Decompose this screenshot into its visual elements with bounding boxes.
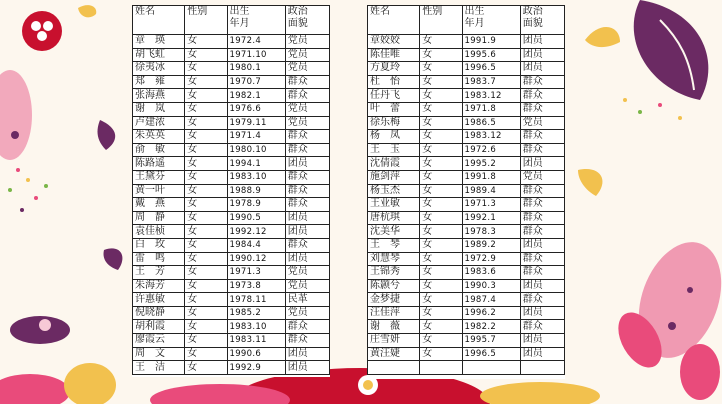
table-row — [133, 102, 330, 116]
cell-name: 王 琴 — [368, 238, 420, 252]
cell-birth: 1989.4 — [462, 184, 520, 198]
table-row — [133, 143, 330, 157]
cell-gender: 女 — [420, 157, 462, 171]
cell-birth: 1983.12 — [462, 89, 520, 103]
cell-birth: 1980.1 — [227, 62, 285, 76]
cell-political: 群众 — [520, 184, 564, 198]
cell-gender: 女 — [185, 225, 227, 239]
cell-name: 谢 岚 — [133, 102, 185, 116]
cell-name: 刘慧琴 — [368, 252, 420, 266]
cell-gender: 女 — [185, 211, 227, 225]
header-name: 姓名 — [368, 6, 420, 35]
table-row — [368, 347, 565, 361]
cell-birth: 1983.11 — [227, 334, 285, 348]
cell-gender: 女 — [185, 198, 227, 212]
cell-birth: 1978.3 — [462, 225, 520, 239]
table-row — [133, 252, 330, 266]
cell-name: 郑 雍 — [133, 75, 185, 89]
cell-gender: 女 — [420, 170, 462, 184]
cell-birth: 1980.10 — [227, 143, 285, 157]
cell-political: 党员 — [520, 170, 564, 184]
table-row — [368, 48, 565, 62]
cell-political: 群众 — [520, 211, 564, 225]
table-row — [368, 361, 565, 375]
cell-gender: 女 — [185, 143, 227, 157]
cell-political: 群众 — [520, 293, 564, 307]
cell-political: 团员 — [520, 279, 564, 293]
cell-name: 王 玉 — [368, 143, 420, 157]
table-row — [368, 143, 565, 157]
cell-gender — [420, 361, 462, 375]
table-row — [368, 225, 565, 239]
cell-name: 唐杭琪 — [368, 211, 420, 225]
cell-birth: 1983.6 — [462, 266, 520, 280]
cell-birth: 1990.12 — [227, 252, 285, 266]
cell-name: 王 芳 — [133, 266, 185, 280]
cell-name: 袁佳桢 — [133, 225, 185, 239]
cell-political: 党员 — [285, 279, 329, 293]
cell-gender: 女 — [420, 238, 462, 252]
cell-name: 雷 鸣 — [133, 252, 185, 266]
cell-name: 章 瑛 — [133, 35, 185, 49]
table-row — [133, 130, 330, 144]
table-row — [368, 62, 565, 76]
cell-birth: 1971.3 — [462, 198, 520, 212]
table-row — [133, 266, 330, 280]
cell-birth: 1978.11 — [227, 293, 285, 307]
cell-name: 白 玫 — [133, 238, 185, 252]
cell-gender: 女 — [420, 347, 462, 361]
cell-political: 团员 — [285, 211, 329, 225]
cell-name: 徐夷冰 — [133, 62, 185, 76]
table-row — [368, 75, 565, 89]
cell-gender: 女 — [420, 102, 462, 116]
table-row — [133, 198, 330, 212]
cell-political: 群众 — [285, 170, 329, 184]
cell-political: 党员 — [285, 266, 329, 280]
table-row — [368, 184, 565, 198]
cell-gender: 女 — [185, 279, 227, 293]
cell-gender: 女 — [185, 102, 227, 116]
cell-birth: 1990.3 — [462, 279, 520, 293]
cell-name: 陈颢兮 — [368, 279, 420, 293]
cell-name: 王业敏 — [368, 198, 420, 212]
cell-birth: 1995.6 — [462, 48, 520, 62]
cell-name: 王黛芬 — [133, 170, 185, 184]
cell-political: 团员 — [285, 361, 329, 375]
table-row — [368, 266, 565, 280]
cell-political: 团员 — [520, 62, 564, 76]
cell-political: 群众 — [285, 143, 329, 157]
cell-name: 陈路遥 — [133, 157, 185, 171]
dots-right — [623, 98, 682, 120]
cell-name: 谢 薇 — [368, 320, 420, 334]
cell-political: 团员 — [520, 35, 564, 49]
cell-birth: 1992.9 — [227, 361, 285, 375]
cell-political: 党员 — [285, 35, 329, 49]
cell-birth: 1982.1 — [227, 89, 285, 103]
member-table-left — [132, 5, 330, 377]
table-row — [368, 157, 565, 171]
cell-name: 黄汪婕 — [368, 347, 420, 361]
table-row — [133, 157, 330, 171]
cell-political: 团员 — [520, 306, 564, 320]
cell-political: 党员 — [285, 102, 329, 116]
leaf-icon — [78, 5, 96, 17]
cell-political: 党员 — [285, 48, 329, 62]
cell-gender: 女 — [420, 252, 462, 266]
cell-name: 胡飞虹 — [133, 48, 185, 62]
cell-name: 沈美华 — [368, 225, 420, 239]
cell-birth: 1985.2 — [227, 306, 285, 320]
table-row — [368, 116, 565, 130]
cell-name: 施剑萍 — [368, 170, 420, 184]
cell-gender: 女 — [420, 143, 462, 157]
header-name: 姓名 — [133, 6, 185, 35]
cell-birth: 1990.5 — [227, 211, 285, 225]
table-row — [368, 293, 565, 307]
cell-gender: 女 — [420, 279, 462, 293]
logo-icon — [22, 11, 62, 51]
cell-gender: 女 — [185, 306, 227, 320]
cell-name: 胡利霞 — [133, 320, 185, 334]
cell-gender: 女 — [420, 130, 462, 144]
table-row — [133, 225, 330, 239]
cell-political: 团员 — [285, 157, 329, 171]
cell-gender: 女 — [420, 306, 462, 320]
cell-political: 群众 — [285, 184, 329, 198]
cell-birth: 1973.8 — [227, 279, 285, 293]
cell-political: 党员 — [520, 116, 564, 130]
cell-birth: 1988.9 — [227, 184, 285, 198]
cell-gender: 女 — [185, 293, 227, 307]
cell-gender: 女 — [185, 238, 227, 252]
cell-political: 团员 — [285, 252, 329, 266]
table-row — [368, 238, 565, 252]
cell-name: 金梦捷 — [368, 293, 420, 307]
table-row — [133, 320, 330, 334]
cell-birth: 1991.8 — [462, 170, 520, 184]
cell-political: 群众 — [285, 198, 329, 212]
cell-political: 团员 — [520, 347, 564, 361]
cell-gender: 女 — [185, 266, 227, 280]
header-political: 政治 面貌 — [520, 6, 564, 35]
cell-gender: 女 — [420, 89, 462, 103]
cell-name: 廖霞云 — [133, 334, 185, 348]
table-row — [368, 252, 565, 266]
leaf-right-icon — [634, 0, 709, 100]
header-birth: 出生 年月 — [462, 6, 520, 35]
cell-birth: 1995.7 — [462, 334, 520, 348]
cell-name: 汪佳萍 — [368, 306, 420, 320]
table-row — [133, 334, 330, 348]
cell-political: 群众 — [520, 143, 564, 157]
cell-gender: 女 — [185, 157, 227, 171]
cell-gender: 女 — [420, 293, 462, 307]
cell-political: 党员 — [285, 116, 329, 130]
cell-political: 团员 — [520, 48, 564, 62]
cell-political: 群众 — [520, 89, 564, 103]
table-row — [133, 238, 330, 252]
cell-gender: 女 — [420, 48, 462, 62]
cell-birth: 1971.4 — [227, 130, 285, 144]
table-row — [133, 48, 330, 62]
cell-political: 群众 — [520, 75, 564, 89]
cell-birth: 1984.4 — [227, 238, 285, 252]
cell-birth: 1986.5 — [462, 116, 520, 130]
cell-name: 朱英英 — [133, 130, 185, 144]
cell-political: 团员 — [285, 347, 329, 361]
dots-left — [8, 168, 48, 212]
cell-birth: 1983.12 — [462, 130, 520, 144]
table-row — [368, 130, 565, 144]
cell-gender: 女 — [185, 184, 227, 198]
cell-political: 群众 — [285, 89, 329, 103]
cell-name: 朱海芳 — [133, 279, 185, 293]
cell-name: 任丹飞 — [368, 89, 420, 103]
cell-birth: 1990.6 — [227, 347, 285, 361]
cell-gender: 女 — [185, 361, 227, 375]
cell-political: 群众 — [520, 252, 564, 266]
cell-political: 党员 — [285, 306, 329, 320]
table-row — [368, 306, 565, 320]
cell-political: 群众 — [520, 102, 564, 116]
cell-name: 许惠敏 — [133, 293, 185, 307]
cell-name: 黄一叶 — [133, 184, 185, 198]
cell-name: 杨玉杰 — [368, 184, 420, 198]
cell-birth: 1983.10 — [227, 170, 285, 184]
cell-gender: 女 — [185, 89, 227, 103]
cell-gender: 女 — [420, 75, 462, 89]
table-row — [133, 279, 330, 293]
cell-political: 团员 — [520, 334, 564, 348]
table-row — [133, 347, 330, 361]
cell-political: 群众 — [520, 320, 564, 334]
cell-name: 张海燕 — [133, 89, 185, 103]
cell-birth: 1992.1 — [462, 211, 520, 225]
cell-name: 王锦秀 — [368, 266, 420, 280]
header-birth: 出生 年月 — [227, 6, 285, 35]
table-row — [368, 211, 565, 225]
cell-name — [368, 361, 420, 375]
cell-birth: 1972.9 — [462, 252, 520, 266]
cell-birth: 1992.12 — [227, 225, 285, 239]
cell-gender: 女 — [185, 75, 227, 89]
cell-gender: 女 — [185, 116, 227, 130]
cell-gender: 女 — [420, 266, 462, 280]
cell-birth: 1983.7 — [462, 75, 520, 89]
cell-political: 群众 — [520, 225, 564, 239]
cell-political: 群众 — [285, 334, 329, 348]
cell-birth: 1971.3 — [227, 266, 285, 280]
table-row — [368, 279, 565, 293]
cell-birth: 1989.2 — [462, 238, 520, 252]
table-row — [133, 35, 330, 49]
table-row — [368, 35, 565, 49]
table-header-row — [133, 6, 330, 35]
cell-name: 徐乐梅 — [368, 116, 420, 130]
cell-gender: 女 — [185, 48, 227, 62]
header-gender: 性别 — [420, 6, 462, 35]
table-row — [368, 198, 565, 212]
cell-name: 杨 凤 — [368, 130, 420, 144]
cell-birth: 1979.11 — [227, 116, 285, 130]
cell-gender: 女 — [185, 62, 227, 76]
table-row — [368, 334, 565, 348]
cell-birth: 1996.5 — [462, 347, 520, 361]
cell-gender: 女 — [185, 35, 227, 49]
cell-birth: 1976.6 — [227, 102, 285, 116]
table-row — [133, 89, 330, 103]
cell-gender: 女 — [185, 320, 227, 334]
cell-name: 周 静 — [133, 211, 185, 225]
table-row — [368, 170, 565, 184]
cell-gender: 女 — [420, 62, 462, 76]
table-row — [133, 116, 330, 130]
table-header-row — [368, 6, 565, 35]
cell-birth: 1996.5 — [462, 62, 520, 76]
cell-political: 团员 — [285, 225, 329, 239]
cell-name: 俞 敏 — [133, 143, 185, 157]
cell-gender: 女 — [420, 35, 462, 49]
table-row — [133, 306, 330, 320]
cell-political: 民革 — [285, 293, 329, 307]
table-row — [368, 89, 565, 103]
cell-name: 卢建浓 — [133, 116, 185, 130]
cell-gender: 女 — [185, 334, 227, 348]
table-row — [133, 293, 330, 307]
cell-birth — [462, 361, 520, 375]
cell-gender: 女 — [420, 211, 462, 225]
cell-political: 群众 — [285, 238, 329, 252]
flower-right-icon — [609, 231, 722, 400]
cell-gender: 女 — [420, 334, 462, 348]
cell-birth: 1995.2 — [462, 157, 520, 171]
cell-birth: 1983.10 — [227, 320, 285, 334]
cell-gender: 女 — [185, 130, 227, 144]
cell-birth: 1972.4 — [227, 35, 285, 49]
cell-political: 团员 — [520, 157, 564, 171]
cell-birth: 1991.9 — [462, 35, 520, 49]
cell-birth: 1987.4 — [462, 293, 520, 307]
table-row — [368, 102, 565, 116]
cell-gender: 女 — [420, 320, 462, 334]
cell-political: 党员 — [285, 62, 329, 76]
cell-name: 庄雪妍 — [368, 334, 420, 348]
cell-birth: 1996.2 — [462, 306, 520, 320]
cell-gender: 女 — [420, 184, 462, 198]
table-row — [133, 170, 330, 184]
cell-gender: 女 — [420, 116, 462, 130]
cell-gender: 女 — [185, 170, 227, 184]
cell-name: 倪晓静 — [133, 306, 185, 320]
cell-political: 群众 — [285, 75, 329, 89]
cell-name: 叶 蕾 — [368, 102, 420, 116]
cell-birth: 1994.1 — [227, 157, 285, 171]
cell-political: 团员 — [520, 238, 564, 252]
cell-birth: 1972.6 — [462, 143, 520, 157]
cell-name: 方夏玲 — [368, 62, 420, 76]
cell-name: 周 文 — [133, 347, 185, 361]
table-row — [133, 75, 330, 89]
cell-birth: 1982.2 — [462, 320, 520, 334]
header-political: 政治 面貌 — [285, 6, 329, 35]
cell-name: 沈倩霞 — [368, 157, 420, 171]
table-row — [133, 184, 330, 198]
cell-gender: 女 — [185, 252, 227, 266]
table-row — [133, 211, 330, 225]
cell-name: 王 洁 — [133, 361, 185, 375]
cell-birth: 1970.7 — [227, 75, 285, 89]
cell-name: 陈佳唯 — [368, 48, 420, 62]
cell-political — [520, 361, 564, 375]
header-gender: 性别 — [185, 6, 227, 35]
cell-birth: 1971.8 — [462, 102, 520, 116]
cell-name: 杜 怡 — [368, 75, 420, 89]
cell-political: 群众 — [520, 130, 564, 144]
cell-gender: 女 — [185, 347, 227, 361]
flower-left-icon — [0, 70, 116, 404]
cell-name: 戴 燕 — [133, 198, 185, 212]
member-table-right — [367, 5, 565, 379]
cell-political: 群众 — [520, 266, 564, 280]
cell-political: 群众 — [285, 320, 329, 334]
cell-gender: 女 — [420, 198, 462, 212]
table-row — [133, 62, 330, 76]
cell-name: 章姣姣 — [368, 35, 420, 49]
cell-political: 群众 — [285, 130, 329, 144]
cell-birth: 1978.9 — [227, 198, 285, 212]
table-row — [133, 361, 330, 375]
cell-gender: 女 — [420, 225, 462, 239]
cell-birth: 1971.10 — [227, 48, 285, 62]
cell-political: 群众 — [520, 198, 564, 212]
table-row — [368, 320, 565, 334]
